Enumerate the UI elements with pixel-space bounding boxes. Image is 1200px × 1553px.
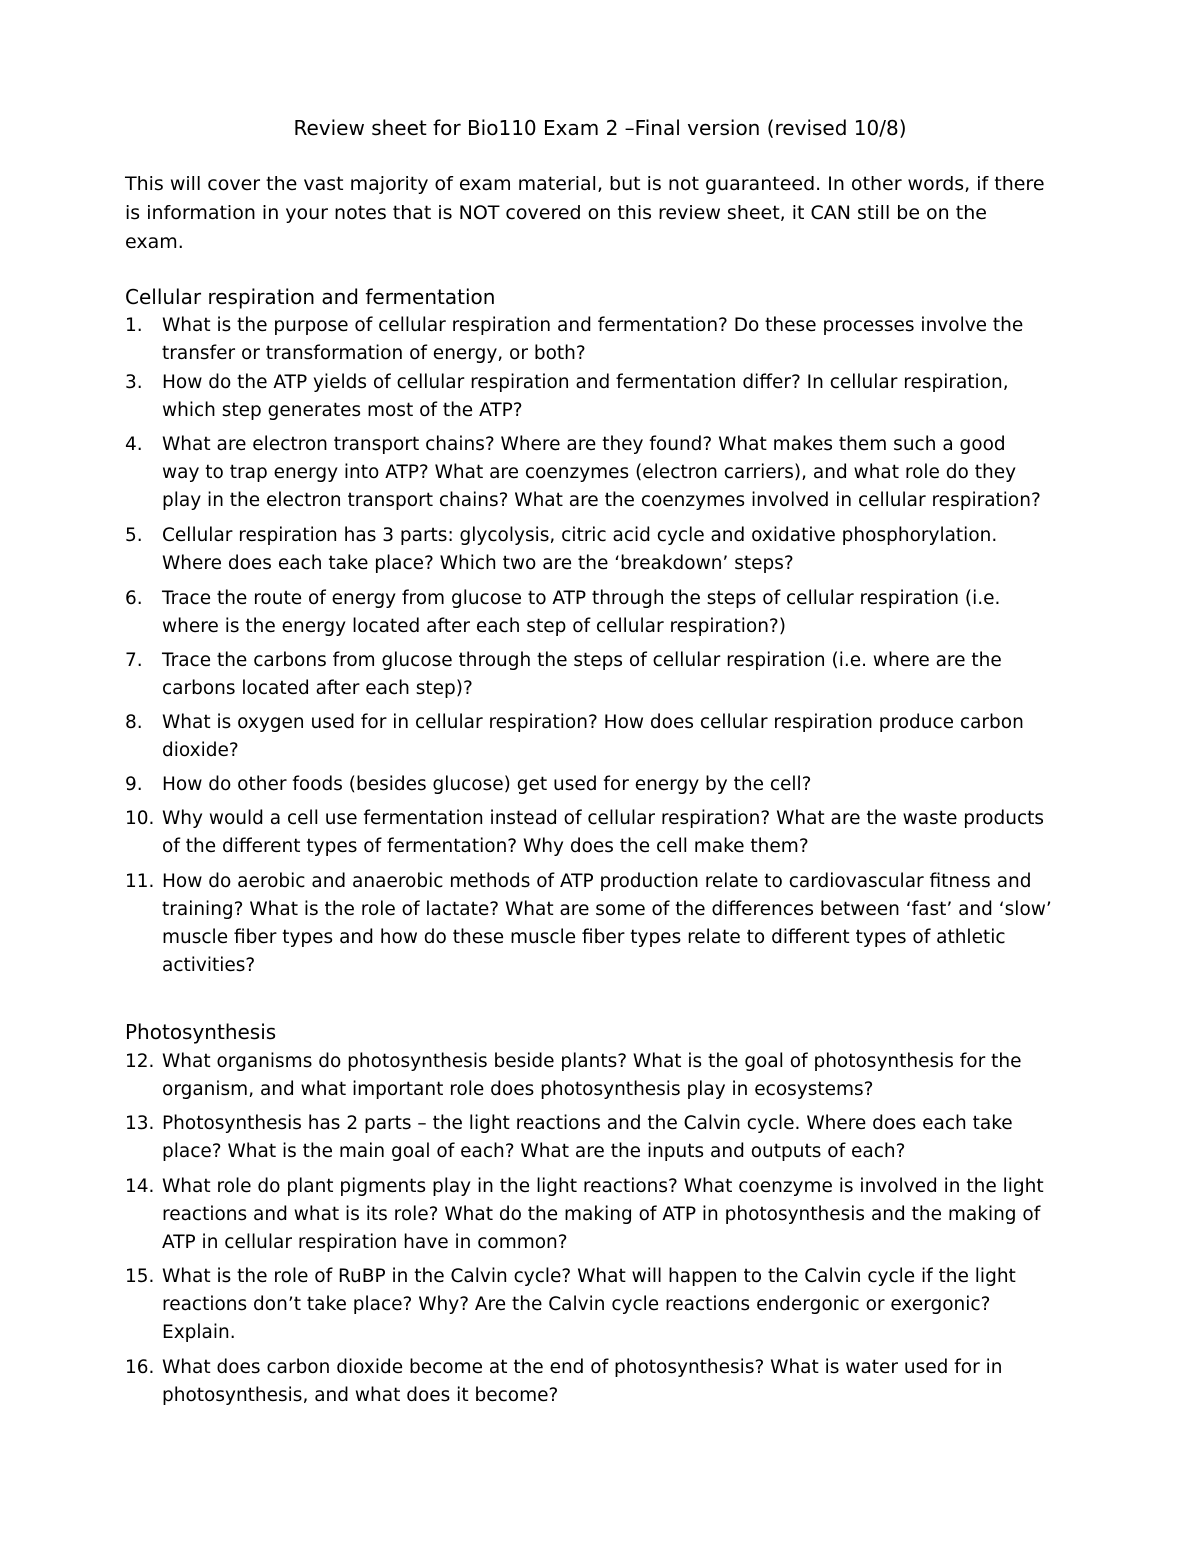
intro-line: is information in your notes that is NOT covered on this review sheet, it CAN still be on the [125,202,987,224]
question-line: What are electron transport chains? Where are they found? What makes them such a good [162,434,1006,455]
question-number: 9. [125,774,143,795]
question-line: How do the ATP yields of cellular respiration and fermentation differ? In cellular respiration, [162,372,1009,393]
question-number: 14. [125,1176,155,1197]
question-line: training? What is the role of lactate? What are some of the differences between ‘fast’ and ‘slow’ [162,899,1052,920]
section-heading-photosynthesis: Photosynthesis [125,1020,277,1044]
question-text [162,1263,1082,1347]
question-line: How do aerobic and anaerobic methods of ATP production relate to cardiovascular fitness and [162,871,1032,892]
question-text [162,431,1082,515]
question-line: Cellular respiration has 3 parts: glycolysis, citric acid cycle and oxidative phosphorylation. [162,525,998,546]
question-text [162,1354,1082,1410]
question-line: photosynthesis, and what does it become? [162,1385,559,1406]
intro-line: This will cover the vast majority of exam material, but is not guaranteed. In other words, if there [125,173,1045,195]
question-text [162,522,1082,578]
question-number: 16. [125,1357,155,1378]
question-line: place? What is the main goal of each? What are the inputs and outputs of each? [162,1141,906,1162]
question-line: What is oxygen used for in cellular respiration? How does cellular respiration produce carbon [162,712,1024,733]
question-text [162,585,1082,641]
question-line: organism, and what important role does photosynthesis play in ecosystems? [162,1079,874,1100]
question-line: What is the role of RuBP in the Calvin cycle? What will happen to the Calvin cycle if the light [162,1266,1016,1287]
question-line: Photosynthesis has 2 parts – the light reactions and the Calvin cycle. Where does each take [162,1113,1013,1134]
question-line: What organisms do photosynthesis beside plants? What is the goal of photosynthesis for the [162,1051,1022,1072]
question-text [162,805,1082,861]
question-text [162,771,1082,799]
question-text [162,868,1082,980]
question-line: ATP in cellular respiration have in common? [162,1232,568,1253]
question-line: Trace the carbons from glucose through the steps of cellular respiration (i.e. where are the [162,650,1002,671]
question-number: 10. [125,808,155,829]
question-number: 1. [125,315,143,336]
question-number: 13. [125,1113,155,1134]
question-line: Explain. [162,1322,236,1343]
question-line: transfer or transformation of energy, or both? [162,343,586,364]
question-number: 7. [125,650,143,671]
question-line: play in the electron transport chains? What are the coenzymes involved in cellular respiration? [162,490,1041,511]
intro-paragraph [125,170,1115,257]
question-text [162,1110,1082,1166]
question-text [162,647,1082,703]
question-line: dioxide? [162,740,239,761]
question-line: What does carbon dioxide become at the end of photosynthesis? What is water used for in [162,1357,1003,1378]
question-line: activities? [162,955,256,976]
question-line: Why would a cell use fermentation instead of cellular respiration? What are the waste products [162,808,1045,829]
question-number: 5. [125,525,143,546]
question-line: way to trap energy into ATP? What are coenzymes (electron carriers), and what role do they [162,462,1017,483]
question-text [162,1173,1082,1257]
question-text [162,369,1082,425]
question-number: 4. [125,434,143,455]
question-line: Trace the route of energy from glucose to ATP through the steps of cellular respiration (i.e. [162,588,1001,609]
question-text [162,312,1082,368]
question-line: muscle fiber types and how do these muscle fiber types relate to different types of athletic [162,927,1006,948]
question-line: where is the energy located after each step of cellular respiration?) [162,616,786,637]
question-line: of the different types of fermentation? Why does the cell make them? [162,836,809,857]
question-line: reactions and what is its role? What do the making of ATP in photosynthesis and the making of [162,1204,1041,1225]
question-text [162,709,1082,765]
document-title: Review sheet for Bio110 Exam 2 –Final version (revised 10/8) [293,116,907,140]
question-line: What role do plant pigments play in the light reactions? What coenzyme is involved in the light [162,1176,1044,1197]
question-line: reactions don’t take place? Why? Are the Calvin cycle reactions endergonic or exergonic? [162,1294,991,1315]
question-number: 8. [125,712,143,733]
question-number: 3. [125,372,143,393]
question-text [162,1048,1082,1104]
question-line: which step generates most of the ATP? [162,400,523,421]
section-heading-cellular-respiration: Cellular respiration and fermentation [125,285,496,309]
intro-line: exam. [125,231,184,253]
question-line: Where does each take place? Which two are the ‘breakdown’ steps? [162,553,794,574]
question-number: 11. [125,871,155,892]
question-number: 6. [125,588,143,609]
question-line: How do other foods (besides glucose) get used for energy by the cell? [162,774,812,795]
question-number: 12. [125,1051,155,1072]
question-line: What is the purpose of cellular respiration and fermentation? Do these processes involve the [162,315,1024,336]
question-number: 15. [125,1266,155,1287]
question-line: carbons located after each step)? [162,678,473,699]
